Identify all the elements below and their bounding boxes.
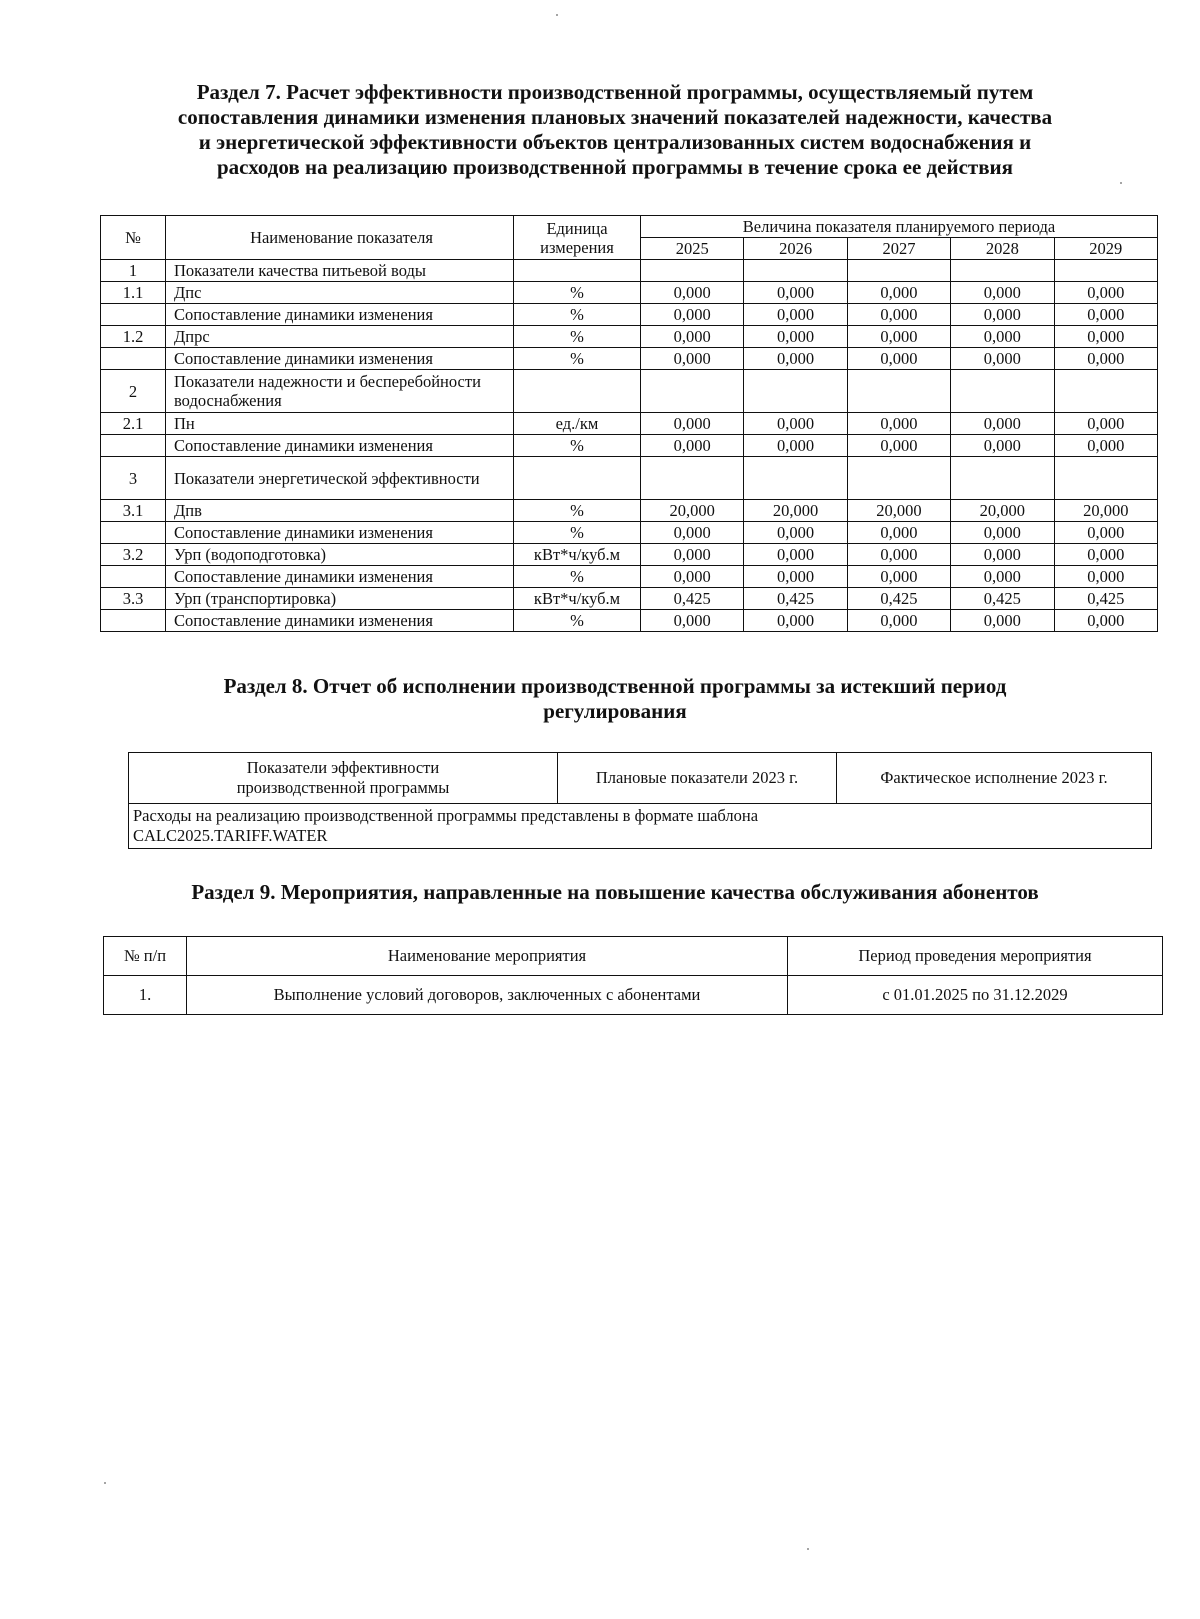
value-cell: 0,000 (847, 566, 950, 588)
value-cell: 0,000 (1054, 326, 1158, 348)
activities-row (104, 976, 1163, 1015)
value-cell: 0,000 (744, 304, 847, 326)
section-7-title-line: Раздел 7. Расчет эффективности производственной программы, осуществляемый путем (196, 80, 1034, 104)
value-cell (744, 370, 847, 413)
efficiency-table (100, 215, 1158, 632)
indicator-name: Сопоставление динамики изменения (166, 435, 514, 457)
value-cell (744, 457, 847, 500)
row-number: 3.1 (101, 500, 166, 522)
unit-cell: ед./км (514, 413, 641, 435)
unit-cell: % (514, 522, 641, 544)
value-cell (951, 260, 1054, 282)
indicator-name: Сопоставление динамики изменения (166, 348, 514, 370)
value-cell (641, 370, 744, 413)
value-cell (951, 457, 1054, 500)
row-number (101, 566, 166, 588)
report-table (128, 752, 1152, 849)
unit-cell: % (514, 500, 641, 522)
row-number: 3.3 (101, 588, 166, 610)
report-header-actual: Фактическое исполнение 2023 г. (837, 753, 1152, 804)
value-cell: 0,000 (1054, 304, 1158, 326)
section-7-title-line: и энергетической эффективности объектов централизованных систем водоснабжения и (198, 130, 1032, 154)
header-year: 2026 (744, 238, 847, 260)
value-cell: 0,000 (1054, 435, 1158, 457)
value-cell: 0,425 (641, 588, 744, 610)
unit-cell: % (514, 348, 641, 370)
table-row (101, 522, 1158, 544)
report-header-indicators (129, 753, 558, 804)
indicator-name: Дпс (166, 282, 514, 304)
table-row (101, 413, 1158, 435)
table-row (101, 610, 1158, 632)
value-cell (641, 260, 744, 282)
scan-speck (807, 1548, 809, 1550)
value-cell: 0,000 (951, 413, 1054, 435)
unit-cell (514, 457, 641, 500)
table-row (101, 282, 1158, 304)
value-cell: 0,000 (951, 610, 1054, 632)
table-row (101, 370, 1158, 413)
value-cell (1054, 370, 1158, 413)
value-cell: 0,000 (847, 610, 950, 632)
row-number (101, 304, 166, 326)
header-year: 2028 (951, 238, 1054, 260)
unit-cell: % (514, 326, 641, 348)
table-row (101, 566, 1158, 588)
value-cell: 0,000 (951, 522, 1054, 544)
value-cell: 0,000 (847, 435, 950, 457)
value-cell (847, 457, 950, 500)
activity-name: Выполнение условий договоров, заключенных с абонентами (187, 976, 788, 1015)
table-row (101, 435, 1158, 457)
indicator-name: Дпв (166, 500, 514, 522)
value-cell (1054, 260, 1158, 282)
report-body (129, 804, 1152, 849)
indicator-name: Сопоставление динамики изменения (166, 522, 514, 544)
value-cell: 20,000 (951, 500, 1054, 522)
report-header-planned: Плановые показатели 2023 г. (558, 753, 837, 804)
activities-header-no: № п/п (104, 937, 187, 976)
unit-cell: % (514, 566, 641, 588)
value-cell: 0,000 (744, 282, 847, 304)
row-number (101, 610, 166, 632)
indicator-name: Сопоставление динамики изменения (166, 610, 514, 632)
value-cell: 0,000 (641, 282, 744, 304)
value-cell: 0,000 (951, 282, 1054, 304)
section-7-title-line: сопоставления динамики изменения плановых значений показателей надежности, качества (177, 105, 1053, 129)
value-cell: 0,000 (744, 326, 847, 348)
table-row (101, 260, 1158, 282)
value-cell: 0,000 (951, 435, 1054, 457)
row-number: 1.2 (101, 326, 166, 348)
table-row (101, 500, 1158, 522)
row-number (101, 522, 166, 544)
indicator-name: Пн (166, 413, 514, 435)
indicator-name: Показатели качества питьевой воды (166, 260, 514, 282)
activities-header-period: Период проведения мероприятия (788, 937, 1163, 976)
unit-cell (514, 260, 641, 282)
activities-table (103, 936, 1163, 1015)
table-row (101, 457, 1158, 500)
value-cell: 0,000 (951, 348, 1054, 370)
value-cell: 0,000 (1054, 566, 1158, 588)
value-cell: 0,425 (1054, 588, 1158, 610)
section-8-title-line: Раздел 8. Отчет об исполнении производственной программы за истекший период (223, 674, 1007, 698)
value-cell: 0,000 (847, 326, 950, 348)
value-cell (847, 370, 950, 413)
header-unit-line: измерения (540, 237, 614, 257)
report-body-text: Расходы на реализацию производственной программы представлены в формате шаблона (133, 806, 759, 825)
scan-speck (104, 1482, 106, 1484)
table-row (101, 544, 1158, 566)
indicator-name: Показатели надежности и бесперебойности водоснабжения (166, 370, 514, 413)
value-cell: 0,000 (744, 348, 847, 370)
unit-cell: % (514, 282, 641, 304)
value-cell: 0,000 (1054, 522, 1158, 544)
unit-cell: кВт*ч/куб.м (514, 544, 641, 566)
value-cell: 0,000 (847, 282, 950, 304)
value-cell: 0,000 (847, 348, 950, 370)
activity-period: с 01.01.2025 по 31.12.2029 (788, 976, 1163, 1015)
value-cell: 0,425 (951, 588, 1054, 610)
header-indicator-name: Наименование показателя (166, 216, 514, 260)
unit-cell: % (514, 435, 641, 457)
value-cell: 0,000 (744, 435, 847, 457)
value-cell: 0,000 (641, 522, 744, 544)
section-9-title-line: Раздел 9. Мероприятия, направленные на повышение качества обслуживания абонентов (191, 880, 1039, 904)
unit-cell: % (514, 610, 641, 632)
value-cell: 0,000 (1054, 282, 1158, 304)
value-cell: 0,000 (847, 544, 950, 566)
value-cell: 0,425 (744, 588, 847, 610)
value-cell (847, 260, 950, 282)
section-9-title (120, 880, 1110, 905)
value-cell: 0,425 (847, 588, 950, 610)
row-number: 2 (101, 370, 166, 413)
value-cell: 0,000 (951, 566, 1054, 588)
activity-no: 1. (104, 976, 187, 1015)
section-8-title (150, 674, 1080, 724)
value-cell: 20,000 (744, 500, 847, 522)
table-row (101, 326, 1158, 348)
value-cell: 0,000 (744, 610, 847, 632)
value-cell (744, 260, 847, 282)
value-cell: 0,000 (951, 326, 1054, 348)
header-period: Величина показателя планируемого периода (641, 216, 1158, 238)
value-cell: 0,000 (951, 544, 1054, 566)
unit-cell: % (514, 304, 641, 326)
value-cell: 0,000 (1054, 348, 1158, 370)
report-header-line: производственной программы (236, 778, 450, 797)
row-number: 2.1 (101, 413, 166, 435)
value-cell: 0,000 (744, 522, 847, 544)
value-cell: 0,000 (744, 413, 847, 435)
row-number: 3.2 (101, 544, 166, 566)
row-number: 1 (101, 260, 166, 282)
indicator-name: Урп (водоподготовка) (166, 544, 514, 566)
value-cell: 0,000 (1054, 413, 1158, 435)
value-cell: 0,000 (847, 304, 950, 326)
value-cell: 0,000 (641, 435, 744, 457)
header-unit-line: Единица (546, 218, 608, 238)
value-cell: 0,000 (641, 610, 744, 632)
activities-header-name: Наименование мероприятия (187, 937, 788, 976)
indicator-name: Показатели энергетической эффективности (166, 457, 514, 500)
value-cell: 0,000 (847, 522, 950, 544)
header-year: 2025 (641, 238, 744, 260)
value-cell (1054, 457, 1158, 500)
value-cell: 20,000 (1054, 500, 1158, 522)
indicator-name: Урп (транспортировка) (166, 588, 514, 610)
scan-speck (1120, 182, 1122, 184)
value-cell: 0,000 (1054, 610, 1158, 632)
value-cell (641, 457, 744, 500)
value-cell: 0,000 (641, 544, 744, 566)
header-year: 2029 (1054, 238, 1158, 260)
table-row (101, 588, 1158, 610)
value-cell: 20,000 (847, 500, 950, 522)
value-cell: 0,000 (641, 304, 744, 326)
row-number (101, 348, 166, 370)
header-no: № (101, 216, 166, 260)
unit-cell: кВт*ч/куб.м (514, 588, 641, 610)
row-number (101, 435, 166, 457)
section-7-title-line: расходов на реализацию производственной программы в течение срока ее действия (216, 155, 1014, 179)
value-cell: 0,000 (847, 413, 950, 435)
indicator-name: Дпрс (166, 326, 514, 348)
value-cell: 0,000 (641, 326, 744, 348)
value-cell: 0,000 (641, 413, 744, 435)
indicator-name: Сопоставление динамики изменения (166, 566, 514, 588)
report-template-code: CALC2025.TARIFF.WATER (133, 826, 328, 845)
section-8-title-line: регулирования (543, 699, 687, 723)
value-cell: 0,000 (641, 566, 744, 588)
table-row (101, 304, 1158, 326)
value-cell (951, 370, 1054, 413)
value-cell: 0,000 (744, 566, 847, 588)
value-cell: 0,000 (1054, 544, 1158, 566)
report-header-line: Показатели эффективности (246, 758, 440, 777)
header-year: 2027 (847, 238, 950, 260)
indicator-name: Сопоставление динамики изменения (166, 304, 514, 326)
row-number: 3 (101, 457, 166, 500)
section-7-title (110, 80, 1120, 180)
value-cell: 0,000 (951, 304, 1054, 326)
unit-cell (514, 370, 641, 413)
header-unit (514, 216, 641, 260)
scan-speck (556, 14, 558, 16)
value-cell: 0,000 (641, 348, 744, 370)
row-number: 1.1 (101, 282, 166, 304)
table-row (101, 348, 1158, 370)
value-cell: 20,000 (641, 500, 744, 522)
value-cell: 0,000 (744, 544, 847, 566)
efficiency-table-body (101, 260, 1158, 632)
